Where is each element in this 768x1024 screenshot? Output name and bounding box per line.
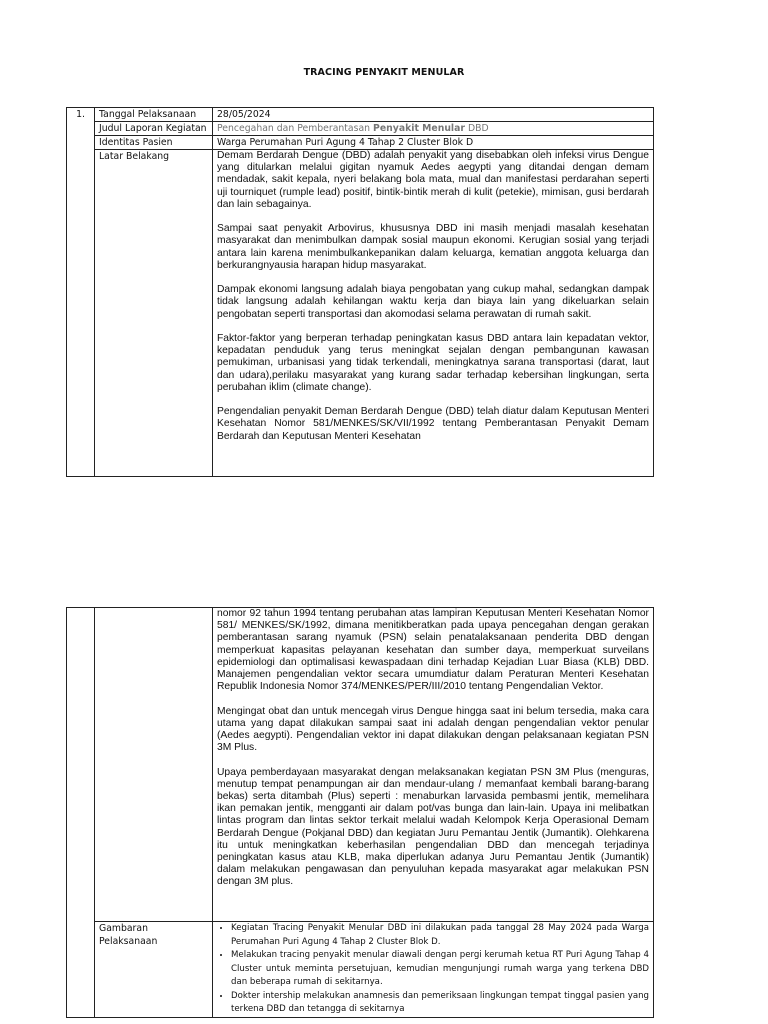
gambaran-item: • Kegiatan Tracing Penyakit Menular DBD ini dilakukan pada tanggal 28 May 2024 pada Warga Perumahan Puri Agung 4 Tahap 2 Cluster Blok D. <box>231 922 649 949</box>
judul-value-pre: Pencegahan dan Pemberantasan <box>217 123 374 134</box>
judul-value-post: DBD <box>464 123 489 134</box>
latar-paragraph: Upaya pemberdayaan masyarakat dengan melaksanakan kegiatan PSN 3M Plus (menguras, menutup tempat penampungan air dan mendaur-ulang / memanfaat kembali barang-barang bekas) serta ditambah (Plus) seperti : menaburkan larvasida pembasmi jentik, memelihara ikan pemakan jentik, mengganti air dalam pot/vas bunga dan lain-lain. Upaya ini melibatkan lintas program dan lintas sektor terkait melalui wadah Kelompok Kerja Operasional Demam Berdarah Dengue (Pokjanal DBD) dan kegiatan Juru Pemantau Jentik (Jumantik). Olehkarena itu untuk meningkatkan keberhasilan pengendalian DBD dan mencegah terjadinya peningkatan kasus atau KLB, maka diperlukan adanya Juru Pemantau Jentik (Jumantik) dalam melakukan pengawasan dan penyuluhan kepada masyarakat agar melakukan PSN dengan 3M plus. <box>217 766 649 888</box>
judul-label: Judul Laporan Kegiatan <box>95 122 213 136</box>
latar-paragraph: Dampak ekonomi langsung adalah biaya pengobatan yang cukup mahal, sedangkan dampak tidak langsung adalah kehilangan waktu kerja dan biaya lain yang dikeluarkan selain pengobatan seperti transportasi dan akomodasi selama perawatan di rumah sakit. <box>217 284 649 320</box>
latar-paragraph: Sampai saat penyakit Arbovirus, khususnya DBD ini masih menjadi masalah kesehatan masyarakat dan menimbulkan dampak sosial maupun ekonomi. Kerugian sosial yang terjadi antara lain karena menimbulkankepanikan dalam keluarga, kematian anggota keluarga dan berkurangnyausia harapan hidup masyarakat. <box>217 223 649 271</box>
judul-value <box>213 122 654 136</box>
latar-paragraph: Mengingat obat dan untuk mencegah virus Dengue hingga saat ini belum tersedia, maka cara utama yang dapat dilakukan sampai saat ini adalah dengan pengendalian vektor penular (Aedes aegypti). Pengendalian vektor ini dapat dilakukan dengan pelaksanaan kegiatan PSN 3M Plus. <box>217 705 649 754</box>
latar-paragraph: nomor 92 tahun 1994 tentang perubahan atas lampiran Keputusan Menteri Kesehatan Nomor 581/ MENKES/SK/1992, dimana menitikberatkan pada upaya pencegahan dengan gerakan pemberantasan sarang nyamuk (PSN) selain penatalaksanaan penderita DBD dengan memperkuat kapasitas pelayanan kesehatan dan sumber daya, memperkuat surveilans epidemiologi dan optimalisasi kewaspadaan dini terhadap Kejadian Luar Biasa (KLB) DBD. Manajemen pengendalian vektor secara umumdiatur dalam Peraturan Menteri Kesehatan Republik Indonesia Nomor 374/MENKES/PER/III/2010 tentang Pengendalian Vektor. <box>217 608 649 693</box>
gambaran-list <box>217 922 649 1017</box>
latar-content <box>213 150 654 477</box>
identitas-label: Identitas Pasien <box>95 136 213 150</box>
latar-content-cont <box>213 608 654 922</box>
page-title: TRACING PENYAKIT MENULAR <box>303 67 465 78</box>
gambaran-content <box>213 922 654 1018</box>
latar-label: Latar Belakang <box>95 150 213 477</box>
latar-label-cont <box>95 608 213 922</box>
row-number: 1. <box>67 108 95 477</box>
latar-paragraph: Pengendalian penyakit Deman Berdarah Dengue (DBD) telah diatur dalam Keputusan Menteri Kesehatan Nomor 581/MENKES/SK/VII/1992 tentang Pemberantasan Penyakit Demam Berdarah dan Keputusan Menteri Kesehatan <box>217 406 649 442</box>
row-number-cont <box>67 608 95 1018</box>
gambaran-item: • Dokter intership melakukan anamnesis dan pemeriksaan lingkungan tempat tinggal pasien yang terkena DBD dan tetangga di sekitarnya <box>231 990 649 1017</box>
report-table-2 <box>66 607 654 1018</box>
report-table-1 <box>66 107 654 477</box>
latar-paragraph: Faktor-faktor yang berperan terhadap peningkatan kasus DBD antara lain kepadatan vektor, kepadatan penduduk yang terus meningkat sejalan dengan pembangunan kawasan pemukiman, urbanisasi yang tidak terkendali, meningkatnya sarana transportasi (darat, laut dan udara),perilaku masyarakat yang kurang sadar terhadap kebersihan lingkungan, serta perubahan iklim (climate change). <box>217 333 649 393</box>
gambaran-item: • Melakukan tracing penyakit menular diawali dengan pergi kerumah ketua RT Puri Agung Tahap 4 Cluster untuk meminta persetujuan, kemudian mengunjungi rumah warga yang terkena DBD dan beberapa rumah di sekitarnya. <box>231 949 649 990</box>
judul-value-bold: Penyakit Menular <box>373 123 465 134</box>
tanggal-value: 28/05/2024 <box>213 108 654 122</box>
gambaran-label: Gambaran Pelaksanaan <box>95 922 213 1018</box>
latar-paragraph: Demam Berdarah Dengue (DBD) adalah penyakit yang disebabkan oleh infeksi virus Dengue yang ditularkan melalui gigitan nyamuk Aedes aegypti yang ditandai dengan demam mendadak, sakit kepala, nyeri belakang bola mata, mual dan manifestasi perdarahan seperti uji tourniquet (rumple lead) positif, bintik-bintik merah di kulit (petekie), mimisan, gusi berdarah dan lain sebagainya. <box>217 150 649 210</box>
identitas-value: Warga Perumahan Puri Agung 4 Tahap 2 Cluster Blok D <box>213 136 654 150</box>
tanggal-label: Tanggal Pelaksanaan <box>95 108 213 122</box>
